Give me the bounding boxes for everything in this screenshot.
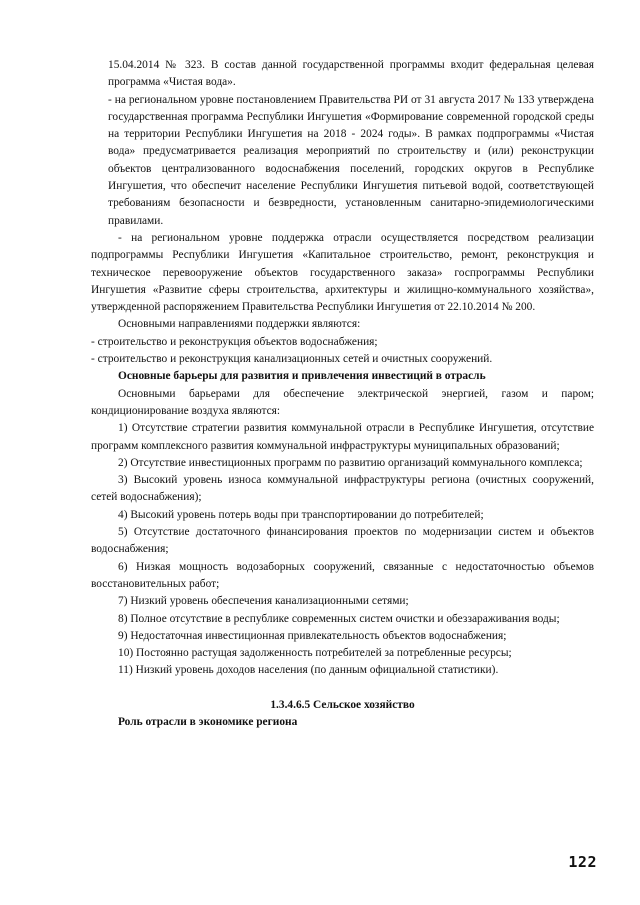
page-number: 122	[568, 853, 597, 871]
barrier-item-4: 4) Высокий уровень потерь воды при транспортировании до потребителей;	[118, 508, 484, 521]
list-item-sewerage: - строительство и реконструкция канализационных сетей и очистных сооружений.	[91, 353, 493, 366]
paragraph-continuation: 15.04.2014 № 323. В состав данной государственной программы входит федеральная целевая программа «Чистая вода».	[108, 59, 594, 89]
barriers-heading: Основные барьеры для развития и привлечения инвестиций в отрасль	[118, 370, 486, 383]
list-item-water-supply: - строительство и реконструкция объектов водоснабжения;	[91, 335, 378, 348]
paragraph-regional-support: - на региональном уровне поддержка отрасли осуществляется посредством реализации подпрограммы Республики Ингушетия «Капитальное строительство, ремонт, реконструкция и техническое перевооружение объектов государственного заказа» госпрограммы Республики Ингушетия «Развитие сферы строительства, архитектуры и жилищно-коммунального хозяйства», утвержденной распоряжением Правительства Республики Ингушетия от 22.10.2014 № 200.	[91, 231, 594, 314]
paragraph-regional-program: - на региональном уровне постановлением Правительства РИ от 31 августа 2017 № 133 утверждена государственная программа Республики Ингушетия «Формирование современной городской среды на территории Республики Ингушетия на 2018 - 2024 годы». В рамках подпрограммы «Чистая вода» предусматривается реализация мероприятий по строительству и (или) реконструкции объектов централизованного водоснабжения поселений, городских округов в Республике Ингушетия, что обеспечит население Республики Ингушетия питьевой водой, соответствующей требованиям безопасности и безвредности, установленным санитарно-эпидемиологическими правилами.	[108, 93, 594, 227]
paragraph-support-directions: Основными направлениями поддержки являются:	[118, 318, 361, 331]
barrier-item-9: 9) Недостаточная инвестиционная привлекательность объектов водоснабжения;	[118, 629, 507, 642]
barrier-item-3: 3) Высокий уровень износа коммунальной инфраструктуры региона (очистных сооружений, сетей водоснабжения);	[91, 474, 594, 504]
barrier-item-6: 6) Низкая мощность водозаборных сооружений, связанные с недостаточностью объемов восстановительных работ;	[91, 560, 594, 590]
barrier-item-5: 5) Отсутствие достаточного финансирования проектов по модернизации систем и объектов водоснабжения;	[91, 526, 594, 556]
barrier-item-2: 2) Отсутствие инвестиционных программ по развитию организаций коммунального комплекса;	[118, 456, 583, 469]
barrier-item-7: 7) Низкий уровень обеспечения канализационными сетями;	[118, 595, 409, 608]
barrier-item-11: 11) Низкий уровень доходов населения (по данным официальной статистики).	[118, 664, 499, 677]
paragraph-barriers-intro: Основными барьерами для обеспечение электрической энергией, газом и паром; кондиционирование воздуха являются:	[91, 387, 594, 417]
barrier-item-1: 1) Отсутствие стратегии развития коммунальной отрасли в Республике Ингушетия, отсутствие программ комплексного развития коммунальной инфраструктуры муниципальных образований;	[91, 422, 594, 452]
barrier-item-10: 10) Постоянно растущая задолженность потребителей за потребленные ресурсы;	[118, 647, 512, 660]
page-content	[91, 57, 594, 731]
subsection-heading: Роль отрасли в экономике региона	[118, 715, 298, 728]
barrier-item-8: 8) Полное отсутствие в республике современных систем очистки и обеззараживания воды;	[118, 612, 560, 625]
section-heading: 1.3.4.6.5 Сельское хозяйство	[270, 698, 415, 711]
